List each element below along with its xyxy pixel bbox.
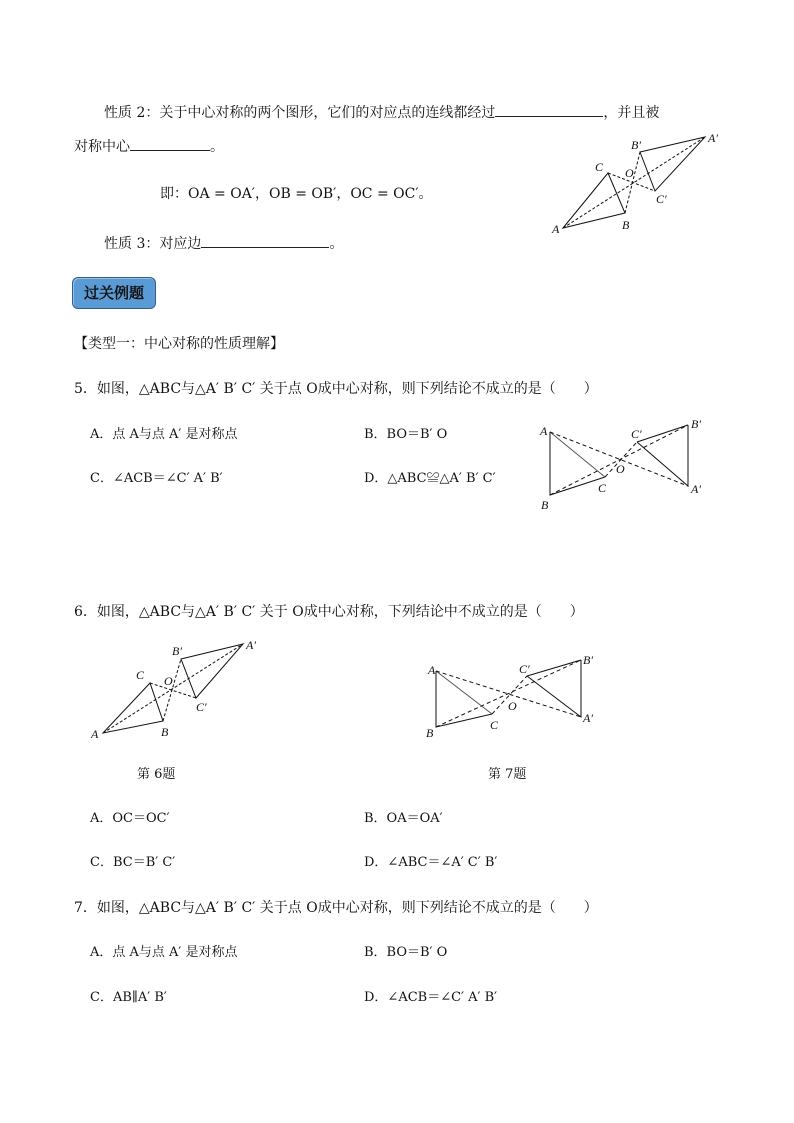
label-b: B (622, 218, 630, 232)
q5-option-d[interactable]: D．△ABC≌△A′ B′ C′ (364, 471, 496, 486)
q6-triangle-abc-prime (181, 644, 243, 698)
q6-stem: 6．如图，△ABC与△A′ B′ C′ 关于 O成中心对称，下列结论中不成立的是（ ） (74, 604, 584, 620)
q5-label-o: O (616, 462, 625, 476)
q6-label-a: A (91, 727, 99, 741)
q5-triangle-abc-sides (550, 432, 605, 495)
q5-line-b-b-prime (550, 425, 688, 495)
triangle-abc (563, 173, 625, 228)
q6-figure (85, 635, 265, 745)
q7-line-b-b-prime (436, 660, 581, 727)
q7-triangle-prime-sides (527, 660, 581, 717)
q6-option-c[interactable]: C．BC＝B′ C′ (90, 855, 176, 870)
q6-label-b-prime: B′ (172, 644, 182, 658)
q6-option-b[interactable]: B．OA＝OA′ (364, 811, 443, 826)
caption-figure-6: 第 6题 (137, 767, 176, 782)
q5-stem: 5．如图，△ABC与△A′ B′ C′ 关于点 O成中心对称，则下列结论不成立的是（ ） (74, 381, 598, 397)
q5-label-b-prime: B′ (691, 417, 701, 431)
label-a-prime: A′ (708, 131, 718, 145)
q7-option-b[interactable]: B．BO＝B′ O (364, 945, 448, 960)
q7-label-a-prime: A′ (583, 711, 593, 725)
type-heading: 【类型一：中心对称的性质理解】 (74, 336, 284, 352)
q5-side-c-b-prime (637, 425, 688, 442)
q7-label-c: C (490, 718, 499, 732)
blank-center-point[interactable] (495, 102, 603, 117)
q7-label-b-prime: B′ (583, 653, 593, 667)
q5-label-a: A (540, 424, 548, 438)
q5-triangle-prime-sides (637, 425, 688, 486)
caption-figure-7: 第 7题 (488, 767, 527, 782)
q5-side-ac (550, 432, 605, 477)
q5-line-a-a-prime (550, 432, 688, 486)
q7-stem: 7．如图，△ABC与△A′ B′ C′ 关于点 O成中心对称，则下列结论不成立的是（ ） (74, 900, 598, 916)
q7-side-c-b-prime (527, 660, 581, 676)
q7-figure (420, 648, 605, 748)
q7-label-c-prime: C′ (519, 662, 530, 676)
property2-text-suffix: ，并且被 (603, 105, 660, 121)
section-badge: 过关例题 (72, 277, 156, 309)
property3-period: 。 (329, 236, 344, 252)
property2-line1 (104, 102, 659, 122)
label-b-prime: B′ (631, 138, 641, 152)
q6-label-o: O (164, 674, 173, 688)
q5-label-c: C (598, 481, 607, 495)
property2-figure (540, 125, 730, 240)
triangle-abc-prime (640, 137, 705, 191)
property3-line (104, 233, 343, 253)
label-c-prime: C′ (656, 192, 667, 206)
property2-text: 性质 2：关于中心对称的两个图形，它们的对应点的连线都经过 (104, 105, 496, 121)
label-c: C (595, 160, 604, 174)
q6-label-b: B (161, 725, 169, 739)
q7-option-d[interactable]: D．∠ACB＝∠C′ A′ B′ (364, 990, 498, 1005)
q7-option-c[interactable]: C．AB∥A′ B′ (90, 990, 167, 1005)
property2-formula: 即：OA = OA′，OB = OB′，OC = OC′。 (160, 186, 433, 202)
q5-option-a[interactable]: A．点 A与点 A′ 是对称点 (90, 427, 238, 442)
q6-option-d[interactable]: D．∠ABC＝∠A′ C′ B′ (364, 855, 498, 870)
blank-equal-sides[interactable] (201, 233, 329, 248)
q7-option-a[interactable]: A．点 A与点 A′ 是对称点 (90, 945, 238, 960)
q6-triangle-abc (103, 683, 163, 733)
q6-option-a[interactable]: A．OC＝OC′ (90, 811, 170, 826)
q5-figure (535, 415, 710, 515)
q6-label-c-prime: C′ (196, 700, 207, 714)
q5-option-c[interactable]: C．∠ACB＝∠C′ A′ B′ (90, 471, 223, 486)
q5-label-a-prime: A′ (691, 482, 701, 496)
label-o: O (625, 166, 634, 180)
property2-period: 。 (210, 139, 224, 155)
label-a: A (552, 222, 560, 236)
q7-label-o: O (508, 699, 517, 713)
q7-label-a: A (428, 663, 436, 677)
q5-option-b[interactable]: B．BO＝B′ O (364, 427, 448, 442)
q6-label-a-prime: A′ (246, 638, 256, 652)
q6-label-c: C (136, 668, 145, 682)
q5-label-b: B (541, 498, 549, 512)
q7-label-b: B (426, 726, 434, 740)
property2-line2 (74, 136, 224, 156)
q7-side-ac (436, 671, 492, 714)
blank-bisected[interactable] (130, 136, 210, 151)
property3-text: 性质 3：对应边 (104, 236, 202, 252)
property2-text2: 对称中心 (74, 139, 130, 155)
q6-line-b-b-prime (163, 659, 181, 721)
q5-label-c-prime: C′ (631, 427, 642, 441)
